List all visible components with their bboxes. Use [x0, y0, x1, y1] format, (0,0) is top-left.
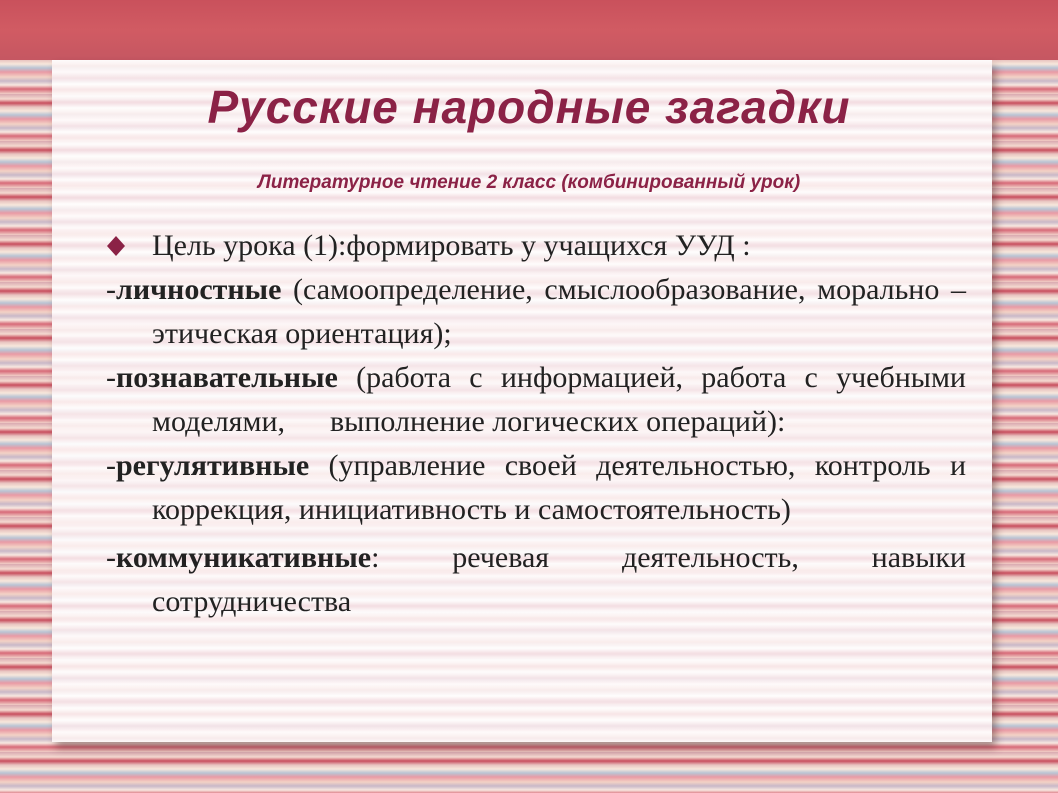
- slide-body: [106, 224, 974, 624]
- slide-subtitle: Литературное чтение 2 класс (комбинированный урок): [257, 172, 801, 193]
- item-dash: -: [106, 541, 116, 574]
- uud-item-regulatory: [106, 444, 966, 532]
- item-description: (управление своей деятельностью, контроль и коррекция, инициативность и самостоятельность): [152, 449, 966, 526]
- item-term: познавательные: [116, 361, 338, 394]
- slide-title: Русские народные загадки: [207, 81, 851, 133]
- uud-item-communicative: [106, 536, 966, 624]
- item-description: (работа с информацией, работа с учебными моделями, выполнение логических операций):: [152, 361, 974, 438]
- goal-line: [106, 224, 966, 268]
- item-dash: -: [106, 273, 116, 306]
- goal-text: Цель урока (1):формировать у учащихся УУД :: [152, 229, 751, 262]
- uud-item-cognitive: [106, 356, 974, 444]
- uud-item-personal: [106, 268, 966, 356]
- diamond-bullet-icon: [106, 232, 126, 260]
- item-description: (самоопределение, смыслообразование, морально – этическая ориентация);: [152, 273, 966, 350]
- item-dash: -: [106, 361, 116, 394]
- item-term: регулятивные: [116, 449, 310, 482]
- item-dash: -: [106, 449, 116, 482]
- item-term: личностные: [116, 273, 282, 306]
- top-decorative-band: [0, 0, 1058, 60]
- item-description: : речевая деятельность, навыки сотрудничества: [152, 541, 966, 618]
- item-term: коммуникативные: [116, 541, 372, 574]
